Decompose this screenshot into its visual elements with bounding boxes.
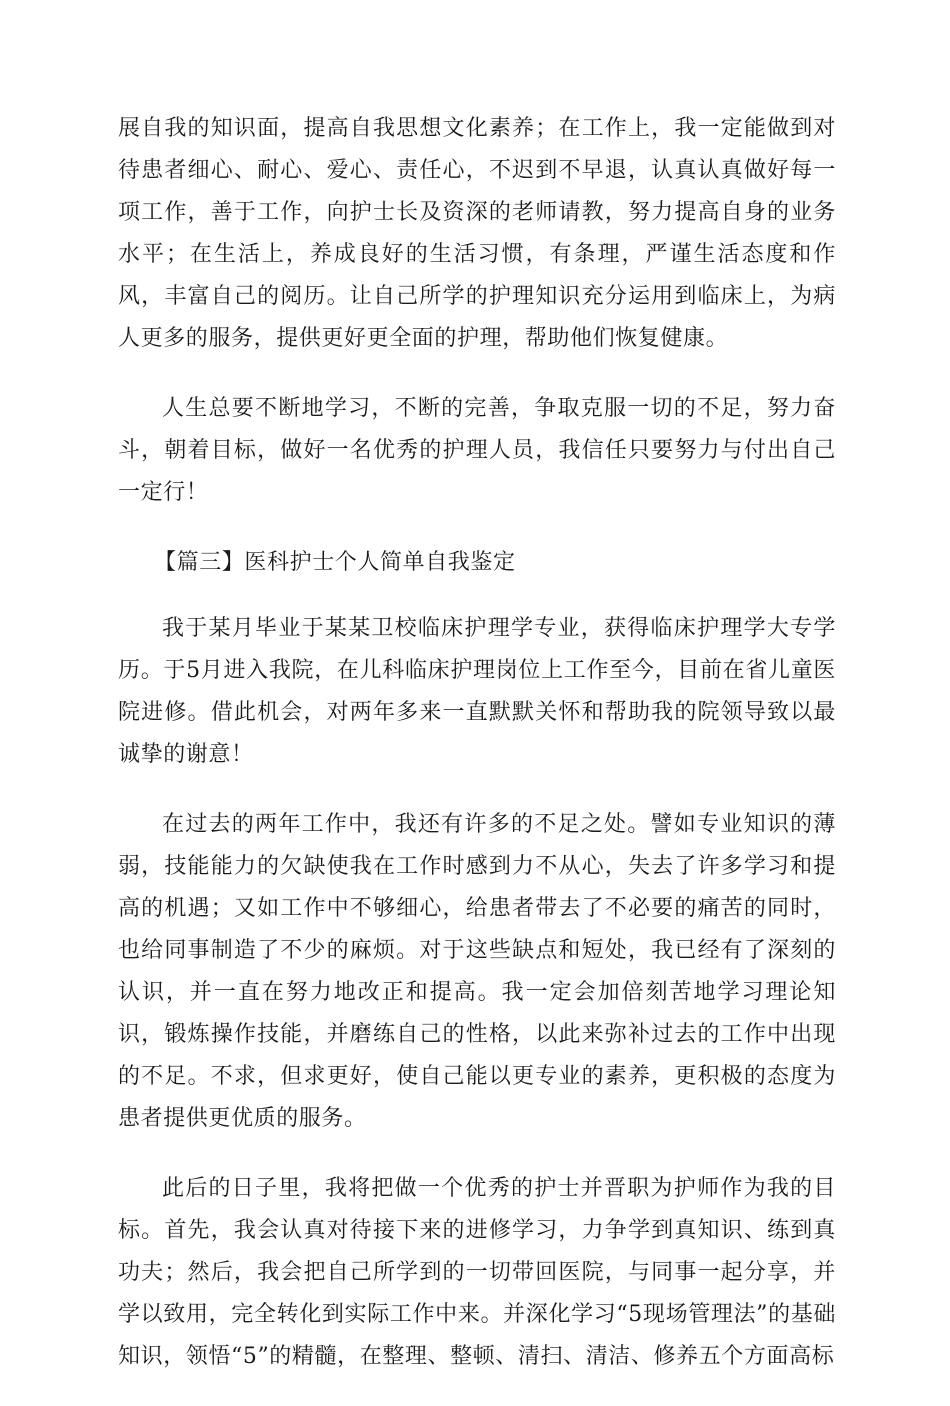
paragraph-shortcomings: 在过去的两年工作中，我还有许多的不足之处。譬如专业知识的薄弱，技能能力的欠缺使我在工作时感到力不从心，失去了许多学习和提高的机遇；又如工作中不够细心，给患者带去了不必要的痛苦的同时，也给同事制造了不少的麻烦。对于这些缺点和短处，我已经有了深刻的认识，并一直在努力地改正和提高。我一定会加倍刻苦地学习理论知识，锻炼操作技能，并磨练自己的性格，以此来弥补过去的工作中出现的不足。不求，但求更好，使自己能以更专业的素养，更积极的态度为患者提供更优质的服务。 [118,812,836,1131]
paragraph-intro: 我于某月毕业于某某卫校临床护理学专业，获得临床护理学大专学历。于5月进入我院，在儿科临床护理岗位上工作至今，目前在省儿童医院进修。借此机会，对两年多来一直默默关怀和帮助我的院领导致以最诚挚的谢意！ [118,616,836,767]
paragraph-continuation: 展自我的知识面，提高自我思想文化素养；在工作上，我一定能做到对待患者细心、耐心、爱心、责任心，不迟到不早退，认真认真做好每一项工作，善于工作，向护士长及资深的老师请教，努力提高自身的业务水平；在生活上，养成良好的生活习惯，有条理，严谨生活态度和作风，丰富自己的阅历。让自己所学的护理知识充分运用到临床上，为病人更多的服务，提供更好更全面的护理，帮助他们恢复健康。 [118,116,836,351]
paragraph-conclusion: 人生总要不断地学习，不断的完善，争取克服一切的不足，努力奋斗，朝着目标，做好一名优秀的护理人员，我信任只要努力与付出自己一定行！ [118,396,836,505]
document-page [118,108,836,1406]
paragraph-goals: 此后的日子里，我将把做一个优秀的护士并晋职为护师作为我的目标。首先，我会认真对待接下来的进修学习，力争学到真知识、练到真功夫；然后，我会把自己所学到的一切带回医院，与同事一起分享，并学以致用，完全转化到实际工作中来。并深化学习“5现场管理法”的基础知识，领悟“5”的精髓，在整理、整顿、清扫、清洁、修养五个方面高标 [118,1176,836,1369]
section-heading: 【篇三】医科护士个人简单自我鉴定 [154,550,516,575]
